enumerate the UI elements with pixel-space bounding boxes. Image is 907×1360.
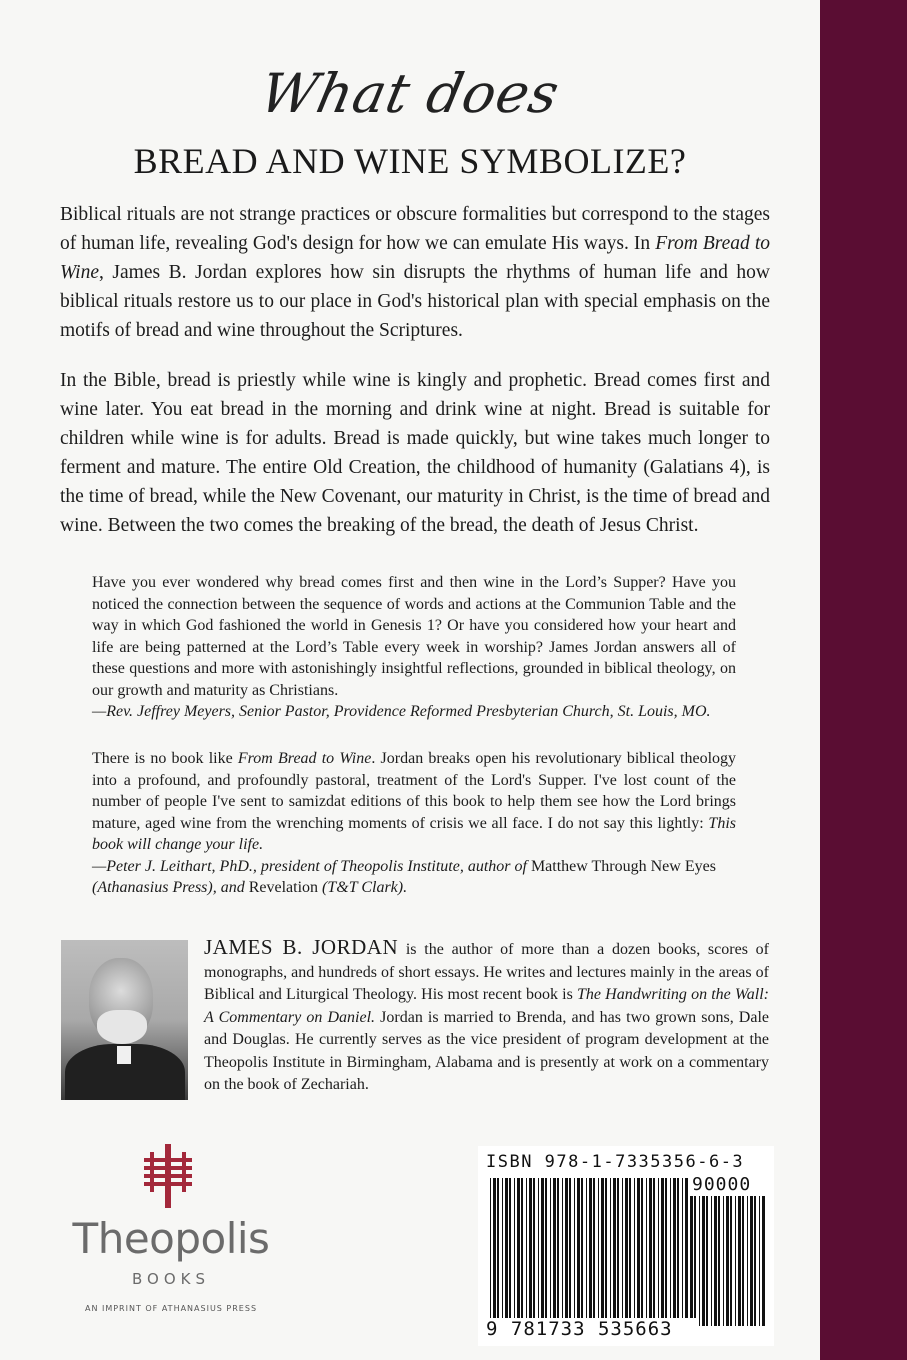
author-name: JAMES B. JORDAN xyxy=(204,935,399,959)
publisher-logo xyxy=(66,1138,276,1328)
barcode-bar xyxy=(526,1178,527,1340)
barcode-bar xyxy=(569,1178,571,1340)
barcode-bar xyxy=(735,1196,736,1326)
barcode-bar xyxy=(574,1178,575,1340)
barcode-bar xyxy=(601,1178,604,1340)
barcode-bar xyxy=(529,1178,532,1340)
publisher-name: Theopolis xyxy=(72,1214,270,1263)
barcode-bar xyxy=(658,1178,659,1340)
author-photo xyxy=(61,940,188,1100)
barcode-bar xyxy=(694,1196,696,1326)
barcode-bar xyxy=(646,1178,647,1340)
barcode-bar xyxy=(661,1178,664,1340)
theopolis-cross-icon xyxy=(136,1144,200,1208)
endorsement-text: Have you ever wondered why bread comes first and then wine in the Lord’s Supper? Have you noticed the connection between the sequence of words and actions at the Communion Table and the way in which God fashioned the world in Genesis 1? Or have you considered how your heart and life are being patterned at the Lord’s Table every week in worship? James Jordan answers all of these questions and more with astonishingly insightful reflections, grounded in biblical theology, on our growth and maturity as Christians. xyxy=(92,574,736,699)
barcode-bar xyxy=(738,1196,741,1326)
barcode-bar xyxy=(550,1178,551,1340)
barcode-bar xyxy=(533,1178,535,1340)
barcode-bar xyxy=(750,1196,753,1326)
barcode-bar xyxy=(557,1178,559,1340)
barcode-bar xyxy=(759,1196,760,1326)
barcode-bar xyxy=(754,1196,756,1326)
barcode-bar xyxy=(562,1178,563,1340)
barcode-bar xyxy=(718,1196,720,1326)
barcode-bar xyxy=(673,1178,676,1340)
barcode-bar xyxy=(690,1196,693,1326)
barcode-bar xyxy=(514,1178,515,1340)
barcode-bar xyxy=(637,1178,640,1340)
barcode-bar xyxy=(493,1178,496,1340)
barcode-bar xyxy=(502,1178,503,1340)
barcode-bar xyxy=(521,1178,523,1340)
barcode-bar xyxy=(613,1178,616,1340)
barcode-bar xyxy=(742,1196,744,1326)
barcode-bar xyxy=(665,1178,667,1340)
barcode-bar xyxy=(605,1178,607,1340)
ean-digits: 9 781733 535663 xyxy=(480,1318,696,1340)
endorsement-attribution: —Peter J. Leithart, PhD., president of Theopolis Institute, author of Matthew Through New Eyes (Athanasius Press), and Revelation (T&T Clark). xyxy=(92,857,716,896)
description-paragraph-1: Biblical rituals are not strange practices or obscure formalities but correspond to the stages of human life, revealing God's design for how we can emulate His ways. In From Bread to Wine, James B. Jordan explores how sin disrupts the rhythms of human life and how biblical rituals restore us to our place in God's historical plan with special emphasis on the motifs of bread and wine throughout the Scriptures. xyxy=(60,204,771,341)
barcode-bar xyxy=(641,1178,643,1340)
ean-barcode xyxy=(490,1178,688,1340)
barcode-bar xyxy=(711,1196,712,1326)
main-title: BREAD AND WINE SYMBOLIZE? xyxy=(133,141,687,181)
barcode-bar xyxy=(581,1178,583,1340)
barcode-bar xyxy=(723,1196,724,1326)
barcode-bar xyxy=(497,1178,499,1340)
publisher-imprint: AN IMPRINT OF ATHANASIUS PRESS xyxy=(84,1304,258,1313)
barcode-bar xyxy=(699,1196,700,1326)
endorsement-meyers xyxy=(92,572,736,723)
addon-barcode xyxy=(690,1196,766,1326)
barcode-bar xyxy=(598,1178,599,1340)
endorsement-leithart: There is no book like From Bread to Wine. Jordan breaks open his revolutionary biblical theology into a profound, and profoundly pastoral, treatment of the Lord's Supper. I've lost count of the number of people I've sent to samizdat editions of this book to help them see how the Lord brings mature, aged wine from the wrenching moments of crisis we all face. I do not say this lightly: This book will change your life. —Peter J. Leithart, PhD., president of Theopolis Institute, author of Matthew Through New Eyes (Athanasius Press), and Revelation (T&T Clark). xyxy=(92,748,736,899)
barcode-bar xyxy=(593,1178,595,1340)
barcode-bar xyxy=(617,1178,619,1340)
barcode-bar xyxy=(649,1178,652,1340)
barcode-bar xyxy=(653,1178,655,1340)
barcode-bar xyxy=(677,1178,679,1340)
script-title: What does xyxy=(254,62,566,125)
barcode-bar xyxy=(622,1178,623,1340)
barcode-bar xyxy=(747,1196,748,1326)
barcode-bar xyxy=(509,1178,511,1340)
barcode-bar xyxy=(538,1178,539,1340)
barcode-bar xyxy=(702,1196,705,1326)
barcode-bar xyxy=(714,1196,717,1326)
barcode-bar xyxy=(682,1178,683,1340)
barcode-bar xyxy=(726,1196,729,1326)
barcode-bar xyxy=(634,1178,635,1340)
barcode-bar xyxy=(505,1178,508,1340)
barcode-bar xyxy=(730,1196,732,1326)
addon-code: 90000 xyxy=(692,1174,752,1195)
barcode-bar xyxy=(706,1196,708,1326)
barcode-bar xyxy=(553,1178,556,1340)
barcode-bar xyxy=(545,1178,547,1340)
isbn-text: ISBN 978-1-7335356-6-3 xyxy=(486,1152,745,1172)
publisher-books: BOOKS xyxy=(132,1270,210,1288)
barcode-bar xyxy=(490,1178,491,1340)
barcode-bar xyxy=(586,1178,587,1340)
spine-edge xyxy=(820,0,907,1360)
description-paragraph-2: In the Bible, bread is priestly while wine is kingly and prophetic. Bread comes first and wine later. You eat bread in the morning and drink wine at night. Bread is suitable for children while wine is for adults. Bread is made quickly, but wine takes much longer to ferment and mature. The entire Old Creation, the childhood of humanity (Galatians 4), is the time of bread, while the New Covenant, our maturity in Christ, is the time of bread and wine. Between the two comes the breaking of the bread, the death of Jesus Christ. xyxy=(60,370,770,536)
barcode-bar xyxy=(685,1178,688,1340)
author-bio: JAMES B. JORDAN is the author of more than a dozen books, scores of monographs, and hundreds of short essays. He writes and lectures mainly in the areas of Biblical and Liturgical Theology. His most recent book is The Handwriting on the Wall: A Commentary on Daniel. Jordan is married to Brenda, and has two grown sons, Dale and Douglas. He currently serves as the vice president of program development at the Theopolis Institute in Birmingham, Alabama and is presently at work on a commentary on the book of Zechariah. xyxy=(204,935,770,1093)
barcode-bar xyxy=(565,1178,568,1340)
barcode-bar xyxy=(517,1178,520,1340)
barcode-bar xyxy=(577,1178,580,1340)
endorsement-attribution: —Rev. Jeffrey Meyers, Senior Pastor, Providence Reformed Presbyterian Church, St. Louis, MO. xyxy=(92,703,711,720)
barcode-bar xyxy=(589,1178,592,1340)
barcode-bar xyxy=(762,1196,765,1326)
barcode-bar xyxy=(541,1178,544,1340)
barcode-bar xyxy=(670,1178,671,1340)
barcode-bar xyxy=(625,1178,628,1340)
barcode-bar xyxy=(629,1178,631,1340)
barcode-bar xyxy=(610,1178,611,1340)
